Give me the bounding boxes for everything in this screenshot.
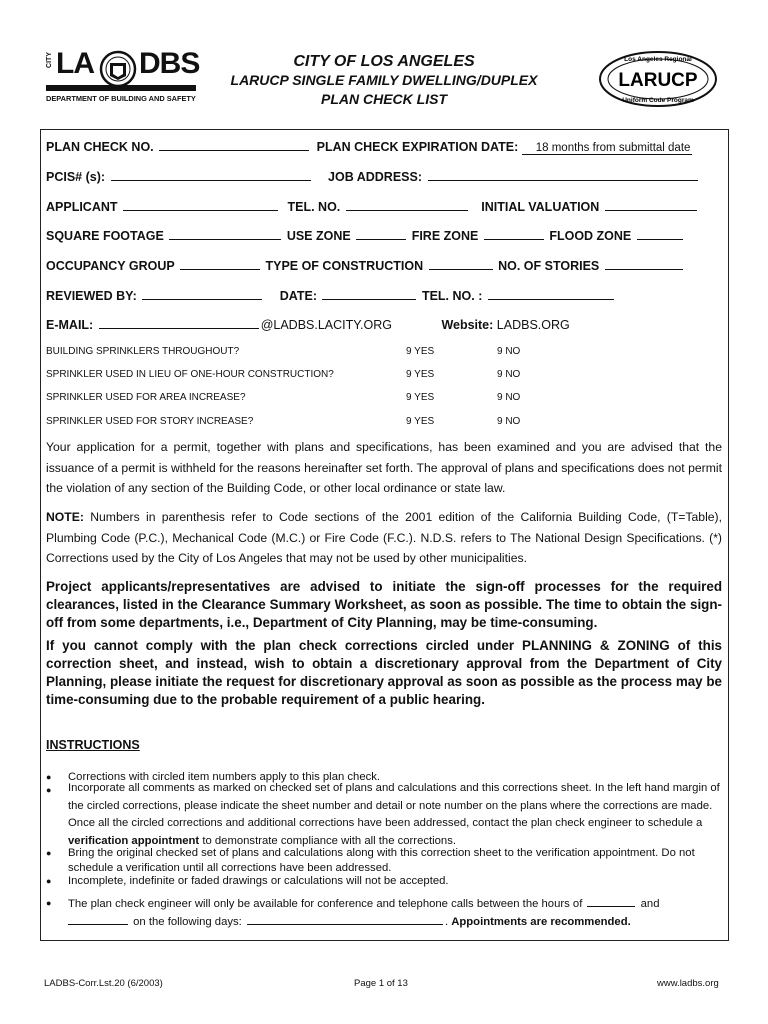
verification-appointment-text: verification appointment [68,834,200,847]
use-zone-field[interactable] [356,228,406,240]
row-plan-check [46,139,692,155]
title-block [200,52,568,109]
note-text: Numbers in parenthesis refer to Code sections of the 2001 edition of the California Building Code, (T=Table), Plumbing Code (P.C.), Mechanical Code (M.C.) or Fire Code (F.C.). N.D.S. refers to The National Design Specifications. (*) Corrections used by the City of Los Angeles that may not be used by other municipalities. [46,510,722,565]
bullet-icon: ● [46,898,52,908]
date-field[interactable] [322,288,416,300]
instruction-item: Corrections with circled item numbers apply to this plan check. [68,771,381,783]
days-field[interactable] [247,913,443,925]
larucp-logo [598,50,718,108]
instruction-item-2-tail: to demonstrate compliance with all the corrections. [199,834,456,847]
bullet-icon: ● [46,772,52,782]
instruction-item-5-days: on the following days: [133,916,242,928]
website-label: Website: [441,318,494,332]
job-address-field[interactable] [428,169,698,181]
sprinkler-no-checkbox[interactable]: 9 NO [497,346,521,357]
pcis-field[interactable] [111,169,311,181]
row-pcis [46,169,700,184]
sprinkler-question: SPRINKLER USED IN LIEU OF ONE-HOUR CONSTRUCTION? [46,369,334,380]
date-label: DATE: [279,289,317,303]
sprinkler-question: BUILDING SPRINKLERS THROUGHOUT? [46,346,240,357]
ladbs-logo [46,47,200,106]
fire-zone-field[interactable] [484,228,544,240]
row-square-footage [46,228,685,243]
plan-check-no-field[interactable] [159,139,309,151]
instruction-item: Bring the original checked set of plans and calculations along with this correction sheet to the verification appointment. Do not schedule a verification until all corrections have been addressed. [68,847,695,874]
footer-website[interactable]: www.ladbs.org [657,978,719,989]
tel-no-field[interactable] [346,199,468,211]
hours-from-field[interactable] [587,895,635,907]
email-field[interactable] [99,317,259,329]
ladbs-logo-city: CITY [46,52,53,68]
sprinkler-yes-checkbox[interactable]: 9 YES [406,392,435,403]
appointments-recommended-text: Appointments are recommended. [451,916,631,928]
sprinkler-question: SPRINKLER USED FOR STORY INCREASE? [46,416,254,427]
initial-valuation-label: INITIAL VALUATION [481,200,600,214]
page-subtitle-2: PLAN CHECK LIST [321,91,447,107]
sprinkler-no-checkbox[interactable]: 9 NO [497,369,521,380]
tel-no-label: TEL. NO. [287,200,341,214]
occupancy-group-field[interactable] [180,258,260,270]
use-zone-label: USE ZONE [286,229,351,243]
flood-zone-field[interactable] [637,228,683,240]
square-footage-field[interactable] [169,228,281,240]
row-email [46,317,570,332]
tel-no-2-label: TEL. NO. : [421,289,483,303]
type-of-construction-label: TYPE OF CONSTRUCTION [265,259,424,273]
type-of-construction-field[interactable] [429,258,493,270]
fire-zone-label: FIRE ZONE [411,229,479,243]
plan-check-no-label: PLAN CHECK NO. [46,140,154,154]
ladbs-logo-bar [46,85,196,91]
ladbs-logo-dbs: DBS [139,47,200,80]
email-domain: @LADBS.LACITY.ORG [260,318,392,332]
project-applicants-paragraph: Project applicants/representatives are advised to initiate the sign-off processes for the required clearances, listed in the Clearance Summary Worksheet, as soon as possible. The time to obtain the sign-off from some departments, i.e., Department of City Planning, may be time-consuming. [46,579,722,630]
city-seal-icon [96,50,140,90]
sprinkler-yes-checkbox[interactable]: 9 YES [406,416,435,427]
page-subtitle: LARUCP SINGLE FAMILY DWELLING/DUPLEX [230,72,538,88]
hours-to-field[interactable] [68,913,128,925]
reviewed-by-label: REVIEWED BY: [46,289,137,303]
job-address-label: JOB ADDRESS: [328,170,423,184]
tel-no-2-field[interactable] [488,288,614,300]
reviewed-by-field[interactable] [142,288,262,300]
bullet-icon: ● [46,785,52,795]
plan-check-exp-label: PLAN CHECK EXPIRATION DATE: [316,140,519,154]
row-applicant [46,199,699,214]
instruction-item: The plan check engineer will only be available for conference and telephone calls between the hours of and on the following days: . Appointments are recommended. [68,895,723,931]
sprinkler-yes-checkbox[interactable]: 9 YES [406,369,435,380]
instruction-item [68,780,723,850]
application-paragraph: Your application for a permit, together with plans and specifications, has been examined and you are advised that the issuance of a permit is withheld for the reasons hereinafter set forth. The approval of plans and specifications does not permit the violation of any section of the Building Code, or other local ordinance or state law. [46,440,722,495]
page-title: CITY OF LOS ANGELES [293,53,475,70]
sprinkler-question: SPRINKLER USED FOR AREA INCREASE? [46,392,246,403]
footer-page-number: Page 1 of 13 [354,978,408,989]
ladbs-logo-la: LA [56,47,94,80]
instruction-item: Incomplete, indefinite or faded drawings or calculations will not be accepted. [68,875,449,887]
footer-form-id: LADBS-Corr.Lst.20 (6/2003) [44,978,163,989]
instruction-item-5-and: and [640,898,660,910]
sprinkler-no-checkbox[interactable]: 9 NO [497,416,521,427]
larucp-logo-bottom: Uniform Code Program [622,97,694,104]
row-occupancy [46,258,685,273]
ladbs-logo-department: DEPARTMENT OF BUILDING AND SAFETY [46,94,196,103]
applicant-field[interactable] [123,199,278,211]
planning-zoning-paragraph: If you cannot comply with the plan check corrections circled under PLANNING & ZONING of this correction sheet, and instead, wish to obtain a discretionary approval from the Department of City Planning, please initiate the request for discretionary approval as soon as possible as the process may be time-consuming due to the probable requirement of a public hearing. [46,638,722,707]
applicant-label: APPLICANT [46,200,118,214]
larucp-logo-center: LARUCP [618,70,698,91]
instructions-heading: INSTRUCTIONS [46,738,140,752]
row-reviewed-by [46,288,616,303]
no-of-stories-label: NO. OF STORIES [498,259,600,273]
flood-zone-label: FLOOD ZONE [549,229,632,243]
bullet-icon: ● [46,876,52,886]
plan-check-exp-value: 18 months from submittal date [522,142,693,155]
sprinkler-yes-checkbox[interactable]: 9 YES [406,346,435,357]
square-footage-label: SQUARE FOOTAGE [46,229,164,243]
pcis-label: PCIS# (s): [46,170,106,184]
note-paragraph [46,507,722,569]
sprinkler-no-checkbox[interactable]: 9 NO [497,392,521,403]
website-value: LADBS.ORG [496,318,570,332]
note-label: NOTE: [46,510,84,524]
bullet-icon: ● [46,848,52,858]
initial-valuation-field[interactable] [605,199,697,211]
occupancy-group-label: OCCUPANCY GROUP [46,259,175,273]
instruction-item-5-text: The plan check engineer will only be available for conference and telephone calls between the hours of [68,898,583,910]
email-label: E-MAIL: [46,318,94,332]
no-of-stories-field[interactable] [605,258,683,270]
instruction-item-2-text: Incorporate all comments as marked on checked set of plans and calculations and this corrections sheet. In the left hand margin of the circled corrections, please indicate the sheet number and detail or note number on the plans where the corrections are made. Once all the circled corrections and additional corrections have been addressed, contact the plan check engineer to schedule a [68,782,720,829]
larucp-logo-top: Los Angeles Regional [624,56,692,63]
